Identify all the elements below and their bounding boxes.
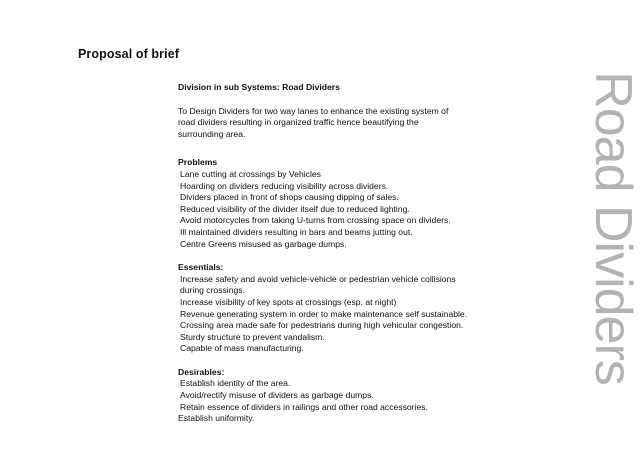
brief-content	[178, 82, 578, 425]
essential-item: Capable of mass manufacturing.	[180, 343, 304, 354]
side-title	[584, 8, 642, 448]
problem-item: Dividers placed in front of shops causing dipping of sales.	[180, 192, 399, 203]
desirables-list	[178, 378, 578, 424]
essentials-heading: Essentials:	[178, 262, 224, 273]
essentials-list	[178, 274, 578, 355]
problem-item: Avoid motorcycles from taking U-turns from crossing space on dividers.	[180, 215, 451, 226]
brief-description: To Design Dividers for two way lanes to enhance the existing system of road dividers resulting in organized traffic hence beautifying the surrounding area.	[178, 105, 449, 139]
essential-item: Revenue generating system in order to make maintenance self sustainable.	[180, 308, 468, 319]
desirables-heading: Desirables:	[178, 366, 225, 377]
desirable-item: Retain essence of dividers in railings and other road accessories.	[180, 401, 428, 412]
problem-item: Centre Greens misused as garbage dumps.	[180, 238, 347, 249]
desirable-item: Establish identity of the area.	[180, 378, 291, 389]
subsystem-title: Division in sub Systems: Road Dividers	[178, 82, 340, 92]
essential-item: Increase safety and avoid vehicle-vehicle or pedestrian vehicle collisions during crossings.	[180, 273, 456, 296]
page-heading: Proposal of brief	[78, 47, 180, 61]
problem-item: Hoarding on dividers reducing visibility across dividers.	[180, 180, 389, 191]
side-title-text: Road Dividers	[584, 71, 642, 385]
essential-item: Increase visibility of key spots at crossings (esp. at night)	[180, 296, 397, 307]
problem-item: Lane cutting at crossings by Vehicles	[180, 168, 321, 179]
problem-item: Ill maintained dividers resulting in bars and beams jutting out.	[180, 226, 413, 237]
desirable-item: Establish uniformity.	[178, 413, 255, 424]
essential-item: Sturdy structure to prevent vandalism.	[180, 331, 325, 342]
essential-item: Crossing area made safe for pedestrians during high vehicular congestion.	[180, 320, 464, 331]
problems-list	[178, 169, 578, 250]
desirable-item: Avoid/rectify misuse of dividers as garbage dumps.	[180, 390, 374, 401]
problems-heading: Problems	[178, 157, 218, 168]
problem-item: Reduced visibility of the divider itself due to reduced lighting.	[180, 203, 410, 214]
